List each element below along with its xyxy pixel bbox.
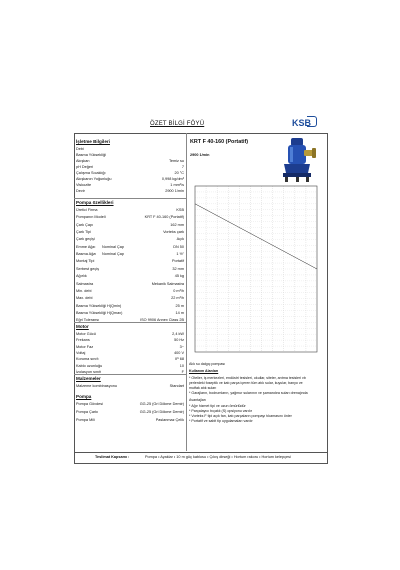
- spec-value: 1 mm²/s: [170, 183, 184, 188]
- spec-row: [76, 345, 184, 350]
- spec-value: 22 m³/h: [171, 296, 184, 301]
- advantage-item: * Vorteks F tipi açık fan, katı parçaların pompayı tıkamasını önler: [189, 414, 292, 418]
- spec-label: Çark Tipi: [76, 230, 91, 235]
- spec-row: [76, 259, 184, 264]
- spec-value: 1 ½": [176, 252, 184, 257]
- spec-row: [76, 274, 184, 279]
- section-title-pump-parts: Pompa: [76, 394, 92, 399]
- spec-row: [76, 223, 184, 228]
- spec-value: 3~: [179, 344, 184, 349]
- spec-label: Devir: [76, 189, 85, 194]
- spec-row: [76, 384, 184, 389]
- spec-value: 7: [181, 165, 184, 170]
- spec-row: [76, 304, 184, 309]
- spec-row: [76, 267, 184, 272]
- spec-label: Serbest geçiş: [76, 266, 100, 271]
- spec-row: [76, 418, 184, 423]
- spec-row: [76, 338, 184, 343]
- spec-label: Kablo uzunluğu: [76, 363, 103, 368]
- section-divider: [74, 198, 186, 199]
- delivery-scope-label: Teslimat Kapsamı :: [95, 455, 130, 459]
- document-title: ÖZET BİLGİ FÖYÜ: [150, 121, 205, 127]
- spec-row: [76, 230, 184, 235]
- spec-label: Salmastra: [76, 281, 94, 286]
- spec-label: Min. debi: [76, 288, 92, 293]
- spec-row: [76, 189, 184, 194]
- logo-mark-icon: [307, 116, 317, 127]
- spec-label: Montaj Tipi: [76, 259, 95, 264]
- spec-value: 45 kg: [174, 274, 184, 279]
- delivery-scope-text: Pompa • Ayaklar • 10 m güç kablosu • Çıkış dirseği • Hortum rakoru • Hortum kelepçesi: [145, 455, 291, 459]
- column-divider: [186, 133, 187, 451]
- delivery-scope: [74, 451, 328, 464]
- pump-curve-line: [195, 204, 317, 269]
- pump-curve-chart: [189, 180, 323, 358]
- spec-value: DN 50: [173, 244, 184, 249]
- spec-label: Pompanın Modeli: [76, 215, 106, 220]
- spec-row: [76, 171, 184, 176]
- spec-value: 25 m: [175, 303, 184, 308]
- spec-row: [76, 237, 184, 242]
- spec-label: Max. debi: [76, 296, 93, 301]
- section-title-motor: Motor: [76, 324, 89, 329]
- spec-row: [76, 289, 184, 294]
- spec-label: Basma Yüksekliği H(Qmin): [76, 303, 122, 308]
- spec-label: Pompa Mili: [76, 418, 95, 423]
- spec-label: Çalışma Sıcaklığı: [76, 171, 106, 176]
- spec-label: İzolasyon sınıfı: [76, 369, 102, 374]
- spec-row: [76, 183, 184, 188]
- spec-row: [76, 370, 184, 375]
- spec-value: 10: [179, 363, 184, 368]
- spec-label: Akışkanın Yoğunluğu: [76, 177, 112, 182]
- spec-value: 20 °C: [174, 171, 184, 176]
- section-title-materials: Malzemeler: [76, 376, 101, 381]
- product-description: Alık su dalgıç pompası: [189, 362, 226, 366]
- spec-sublabel: Nominal Çap: [102, 252, 124, 257]
- chart-grid: [195, 186, 317, 352]
- spec-label: Akışkan: [76, 159, 90, 164]
- spec-label: Debi: [76, 147, 84, 151]
- spec-label: Koruma sınıfı: [76, 357, 99, 362]
- spec-value: F: [181, 369, 184, 374]
- spec-row: [76, 159, 184, 164]
- use-item: * Otelier, iş merkezleri, endüstri tesisleri, okullar, siteler, arıtma tesisleri vb: [189, 376, 306, 380]
- spec-value: 0 m³/h: [173, 288, 184, 293]
- spec-sublabel: Nominal Çap: [102, 244, 124, 249]
- uses-heading: Kullanım Alanları: [189, 369, 219, 373]
- spec-value: 162 mm: [170, 222, 184, 227]
- use-item: * Garajların, bodrumların, yağmur sularının ve şamandıra suları drenajında: [189, 391, 308, 395]
- spec-row: [76, 147, 184, 152]
- spec-row: [76, 165, 184, 170]
- spec-value: ISO 9906 Annex Class 2B: [140, 318, 184, 323]
- spec-label: Üretici Firma: [76, 208, 98, 212]
- spec-row: [76, 282, 184, 287]
- spec-value: Paslanmaz Çelik: [155, 418, 184, 423]
- advantage-item: * Ağır hizmet tipi ve uzun ömürlüdür: [189, 404, 246, 408]
- use-item: mutfak atık suları: [189, 386, 217, 390]
- pump-model-heading: KRT F 40-160 (Portatif): [190, 139, 249, 145]
- spec-value: Mekanik Salmastra: [151, 281, 184, 286]
- spec-label: Frekans: [76, 338, 90, 343]
- spec-row: [76, 311, 184, 316]
- use-item: yerlerdeki foseptik ve katı parça içeren tüm atık sular, kuyular, banyo ve: [189, 381, 303, 385]
- spec-row: [76, 357, 184, 362]
- spec-row: [76, 208, 184, 213]
- section-title-pump: Pompa özellikleri: [76, 200, 114, 205]
- ksb-logo: [292, 116, 318, 134]
- spec-label: Eğri Toleransı: [76, 318, 100, 323]
- pump-image: [278, 137, 318, 183]
- spec-label: Ağırlık: [76, 274, 87, 279]
- spec-row: [76, 153, 184, 158]
- spec-label: Pompa Gövdesi: [76, 402, 104, 406]
- spec-value: 2900 1/min: [165, 189, 184, 194]
- spec-value: IP 68: [175, 357, 184, 362]
- spec-row: [76, 402, 184, 407]
- spec-label: pH Değeri: [76, 165, 94, 170]
- spec-label: Pompa Çarkı: [76, 410, 99, 415]
- spec-value: KSB: [176, 208, 184, 212]
- spec-value: 50 Hz: [174, 338, 184, 343]
- spec-value: GG-25 (Gri Dökme Demir): [139, 410, 184, 415]
- spec-label: Basma Yüksekliği H(Qmax): [76, 310, 123, 315]
- spec-row: [76, 410, 184, 415]
- spec-value: 400 V: [174, 350, 184, 355]
- logo-text: KSB: [292, 118, 312, 128]
- spec-row: [76, 252, 184, 257]
- spec-label: Malzeme kombinasyonu: [76, 384, 117, 388]
- spec-label: Basma Yüksekliği: [76, 153, 106, 158]
- spec-label: Motor Gücü: [76, 332, 96, 336]
- spec-row: [76, 245, 184, 250]
- spec-row: [76, 177, 184, 182]
- spec-value: 2,4 kW: [172, 332, 184, 336]
- spec-row: [76, 215, 184, 220]
- spec-row: [76, 332, 184, 337]
- spec-label: Çark Çapı: [76, 222, 94, 227]
- spec-row: [76, 364, 184, 369]
- spec-label: Motor Faz: [76, 344, 94, 349]
- spec-value: 32 mm: [172, 266, 184, 271]
- advantage-item: * Portatif ve sabit tip uygulamaları vardır: [189, 419, 253, 423]
- spec-value: Standart: [169, 384, 184, 388]
- spec-label: Basma Ağzı: [76, 252, 97, 257]
- pump-speed: 2900 1/min: [190, 153, 210, 157]
- spec-value: Portatif: [171, 259, 184, 264]
- spec-value: KRT F 40-160 (Portatif): [144, 215, 184, 220]
- spec-row: [76, 318, 184, 323]
- advantages-heading: Avantajları: [189, 398, 206, 402]
- spec-label: Çark geçişi: [76, 237, 95, 242]
- spec-row: [76, 351, 184, 356]
- spec-row: [76, 296, 184, 301]
- spec-label: Voltaj: [76, 350, 86, 355]
- spec-value: Açık: [176, 237, 184, 242]
- section-title-operating: İşletme Bilgileri: [76, 139, 110, 144]
- spec-label: Emme Ağzı: [76, 244, 96, 249]
- spec-value: Temiz su: [169, 159, 184, 164]
- spec-label: Viskozite: [76, 183, 92, 188]
- spec-value: GG-25 (Gri Dökme Demir): [139, 402, 184, 406]
- spec-value: 0,998 kg/dm³: [161, 177, 184, 182]
- spec-value: Vorteks çark: [163, 230, 184, 235]
- spec-value: 14 m: [175, 310, 184, 315]
- advantage-item: * Parçalayıcı bıçaklı (S) opsiyonu vardır: [189, 409, 252, 413]
